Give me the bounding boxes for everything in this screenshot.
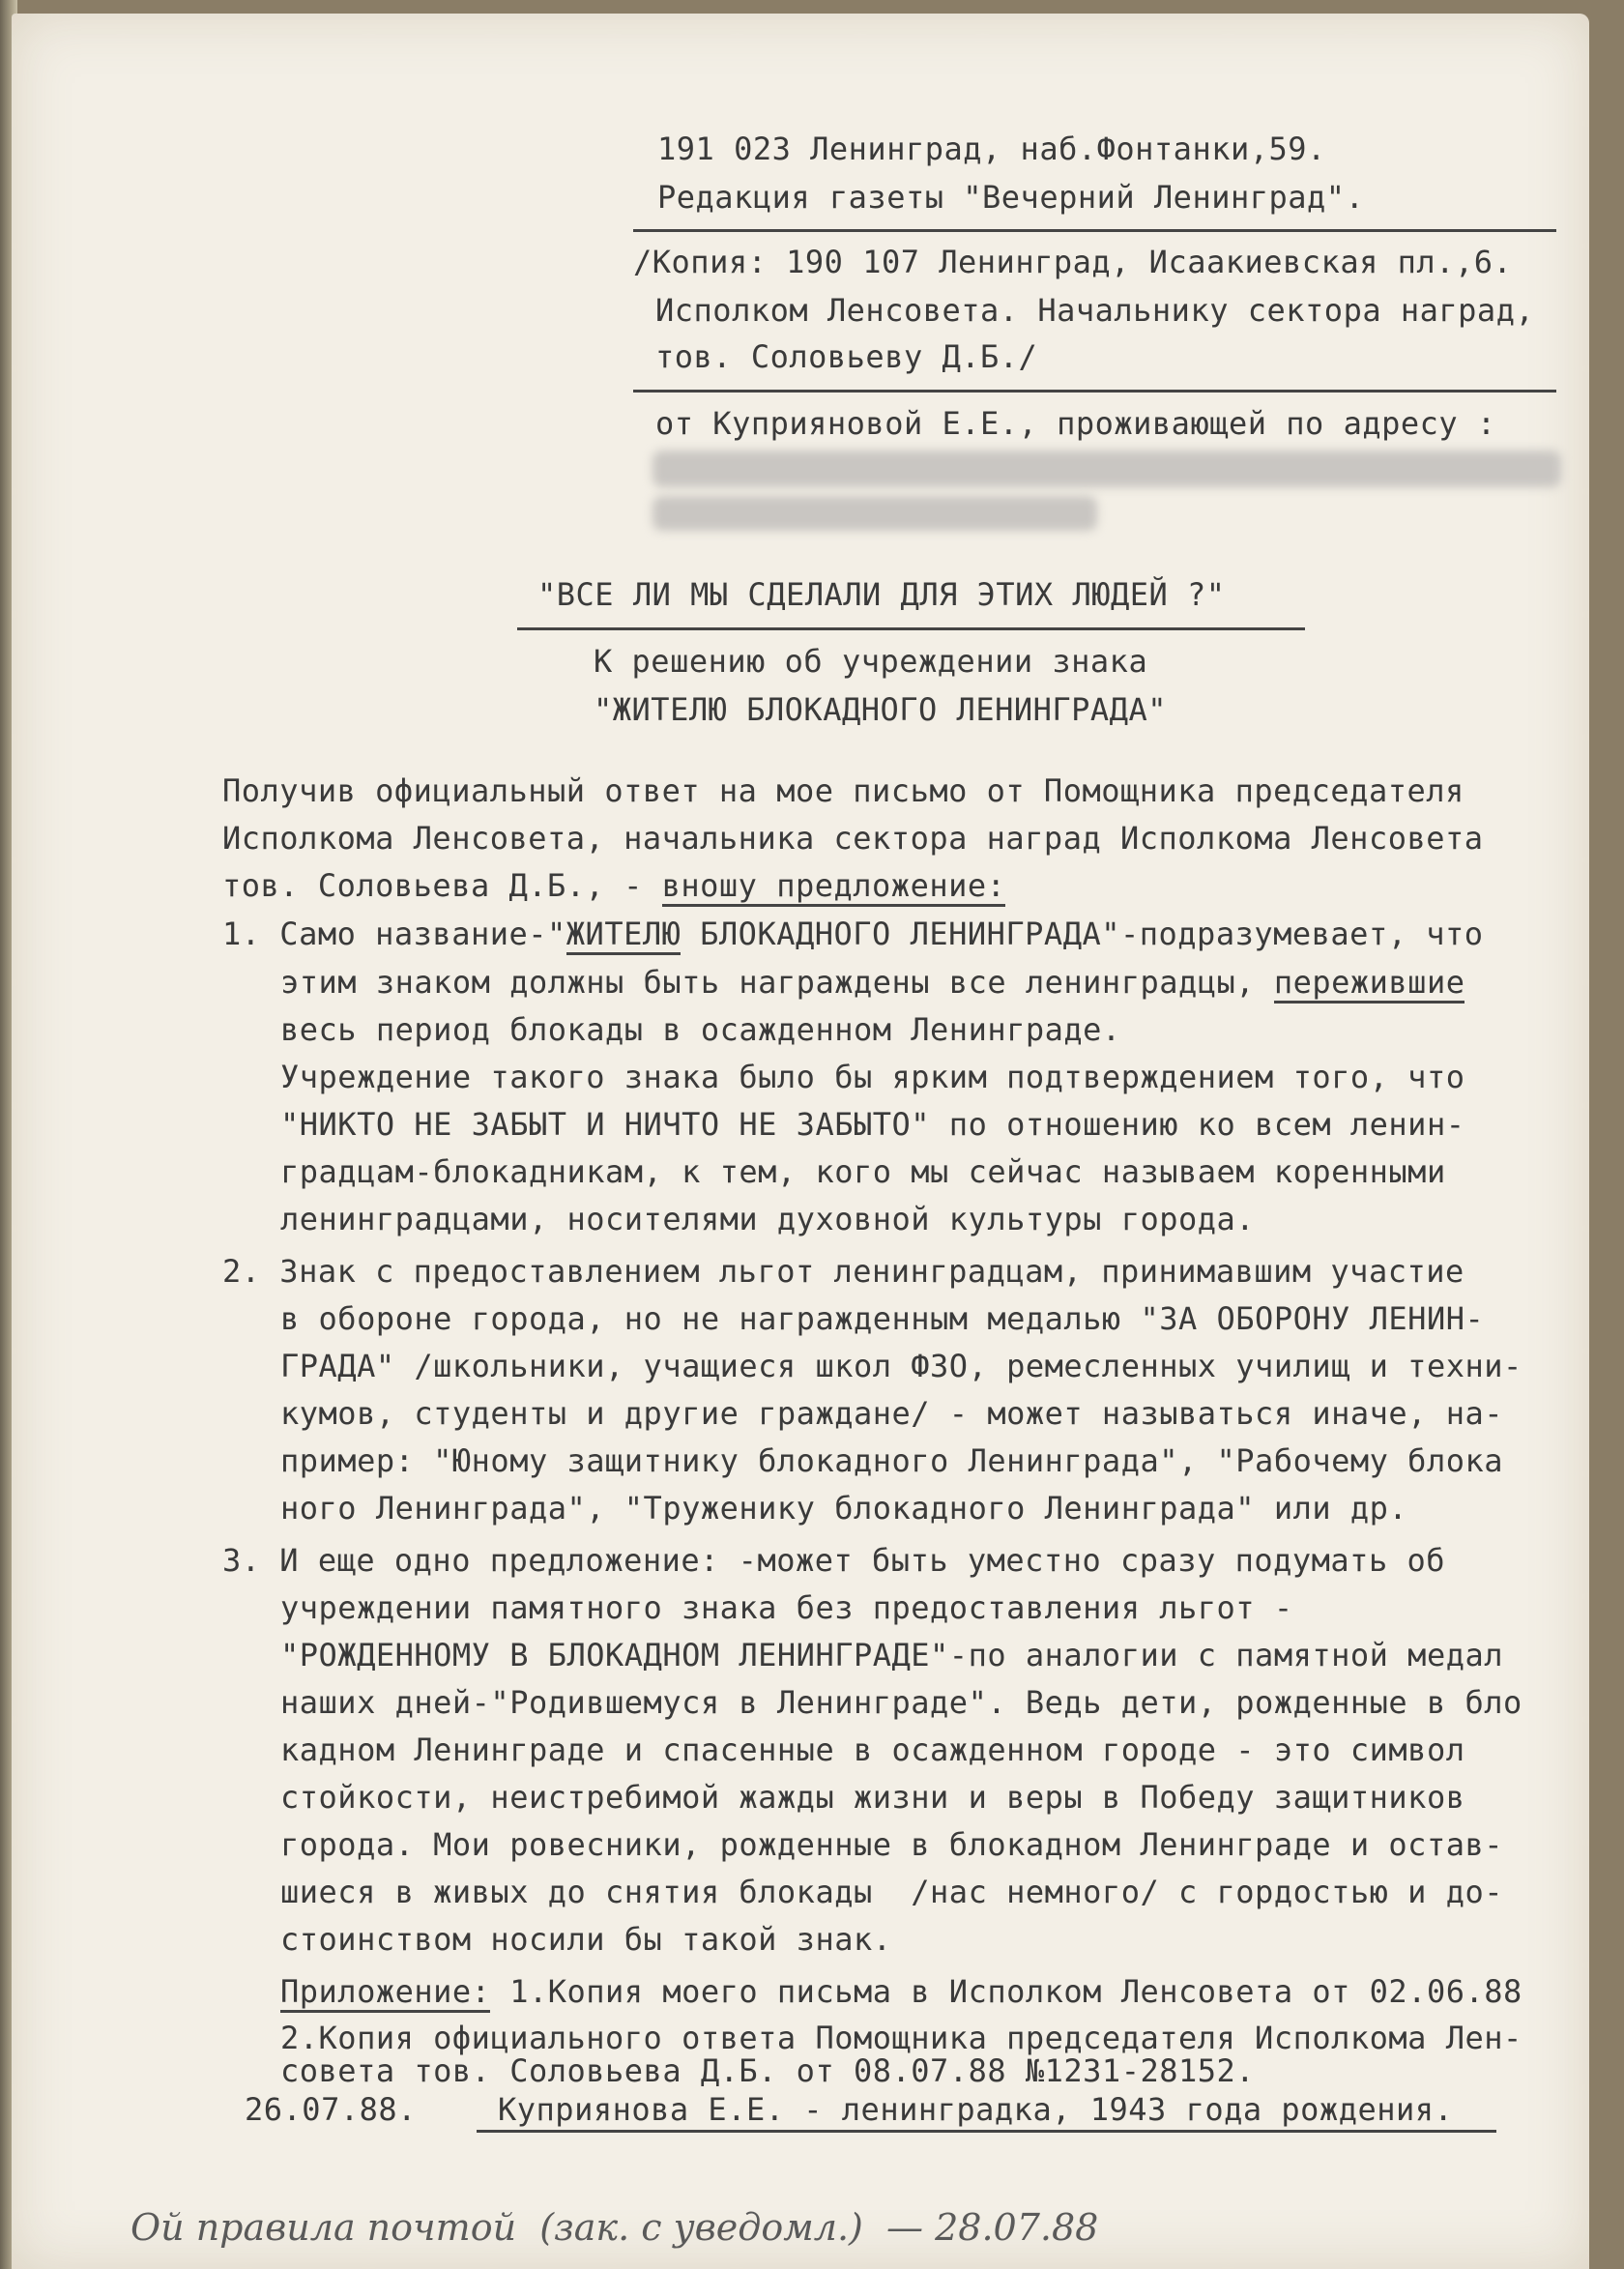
handwritten-note: Ой правила почтой (зак. с уведомл.) — 28.07.88 (130, 2206, 1099, 2249)
redacted-address-1 (652, 451, 1561, 487)
subtitle-line-2: "ЖИТЕЛЮ БЛОКАДНОГО ЛЕНИНГРАДА" (594, 691, 1167, 728)
title-rule (517, 627, 1305, 630)
item1-underlined-word-2: пережившие (1274, 964, 1465, 1004)
address-line-2: Редакция газеты "Вечерний Ленинград". (657, 179, 1365, 216)
item1-text-a: 1. Само название-" (222, 916, 566, 952)
item1-line-7: ленинградцами, носителями духовной культуры города. (280, 1201, 1256, 1237)
signature-date: 26.07.88. (245, 2091, 417, 2128)
item2-line-2: в обороне города, но не награжденным медалью "ЗА ОБОРОНУ ЛЕНИН- (280, 1300, 1485, 1337)
appendix-line-3: совета тов. Соловьева Д.Б. от 08.07.88 №1231-28152. (280, 2052, 1256, 2089)
item1-line-4: Учреждение такого знака было бы ярким подтверждением того, что (280, 1059, 1465, 1095)
intro-line-2: Исполкома Ленсовета, начальника сектора наград Исполкома Ленсовета (222, 820, 1484, 857)
appendix-label: Приложение: (280, 1973, 490, 2013)
from-line: от Куприяновой Е.Е., проживающей по адресу : (655, 405, 1496, 442)
intro-line-3-text: тов. Соловьева Д.Б., - (222, 867, 662, 904)
appendix-line-1 (280, 1972, 1522, 2011)
redacted-address-2 (652, 496, 1097, 531)
item1-line-3: весь период блокады в осажденном Ленинграде. (280, 1011, 1121, 1048)
subtitle-line-1: К решению об учреждении знака (594, 643, 1148, 680)
signature-rule (477, 2130, 1496, 2133)
item3-line-6: стойкости, неистребимой жажды жизни и веры в Победу защитников (280, 1779, 1465, 1816)
copy-line-1: /Копия: 190 107 Ленинград, Исаакиевская пл.,6. (633, 244, 1513, 280)
header-rule-1 (633, 229, 1556, 232)
intro-line-3 (222, 866, 1005, 905)
item3-line-1: 3. И еще одно предложение: -может быть уместно сразу подумать об (222, 1542, 1445, 1579)
appendix-line-2: 2.Копия официального ответа Помощника председателя Исполкома Лен- (280, 2020, 1522, 2056)
item1-line-2 (280, 963, 1464, 1002)
copy-line-2: Исполком Ленсовета. Начальнику сектора наград, (655, 292, 1535, 329)
item2-line-1: 2. Знак с предоставлением льгот ленинградцам, принимавшим участие (222, 1253, 1464, 1290)
item1-text-2a: этим знаком должны быть награждены все ленинградцы, (280, 964, 1274, 1001)
item3-line-5: кадном Ленинграде и спасенные в осажденном городе - это символ (280, 1731, 1465, 1768)
signature-name: Куприянова Е.Е. - ленинградка, 1943 года рождения. (498, 2091, 1454, 2128)
item2-line-5: пример: "Юному защитнику блокадного Ленинграда", "Рабочему блока (280, 1442, 1503, 1479)
item3-line-3: "РОЖДЕННОМУ В БЛОКАДНОМ ЛЕНИНГРАДЕ"-по аналогии с памятной медал (280, 1637, 1503, 1673)
item1-line-5: "НИКТО НЕ ЗАБЫТ И НИЧТО НЕ ЗАБЫТО" по отношению ко всем ленин- (280, 1106, 1465, 1143)
item3-line-2: учреждении памятного знака без предоставления льгот - (280, 1589, 1293, 1626)
item3-line-4: наших дней-"Родившемуся в Ленинграде". Ведь дети, рожденные в бло (280, 1684, 1522, 1721)
item3-line-7: города. Мои ровесники, рожденные в блокадном Ленинграде и остав- (280, 1826, 1503, 1863)
header-rule-2 (633, 390, 1556, 393)
item1-text-c: БЛОКАДНОГО ЛЕНИНГРАДА"-подразумевает, что (681, 916, 1484, 952)
item2-line-4: кумов, студенты и другие граждане/ - может называться иначе, на- (280, 1395, 1503, 1432)
item2-line-3: ГРАДА" /школьники, учащиеся школ ФЗО, ремесленных училищ и техни- (280, 1348, 1522, 1384)
item3-line-8: шиеся в живых до снятия блокады /нас немного/ с гордостью и до- (280, 1874, 1503, 1910)
intro-line-1: Получив официальный ответ на мое письмо от Помощника председателя (222, 772, 1464, 809)
item2-line-6: ного Ленинграда", "Труженику блокадного Ленинграда" или др. (280, 1490, 1408, 1527)
item1-line-6: градцам-блокадникам, к тем, кого мы сейчас называем коренными (280, 1153, 1446, 1190)
item1-underlined-word: ЖИТЕЛЮ (566, 916, 682, 955)
item1-line-1 (222, 915, 1484, 953)
appendix-item-1: 1.Копия моего письма в Исполком Ленсовета от 02.06.88 (490, 1973, 1522, 2010)
copy-line-3: тов. Соловьеву Д.Б./ (655, 338, 1038, 375)
proposal-underlined: вношу предложение: (662, 867, 1006, 907)
address-line-1: 191 023 Ленинград, наб.Фонтанки,59. (657, 131, 1326, 167)
letter-title: "ВСЕ ЛИ МЫ СДЕЛАЛИ ДЛЯ ЭТИХ ЛЮДЕЙ ?" (537, 576, 1226, 613)
item3-line-9: стоинством носили бы такой знак. (280, 1921, 892, 1958)
